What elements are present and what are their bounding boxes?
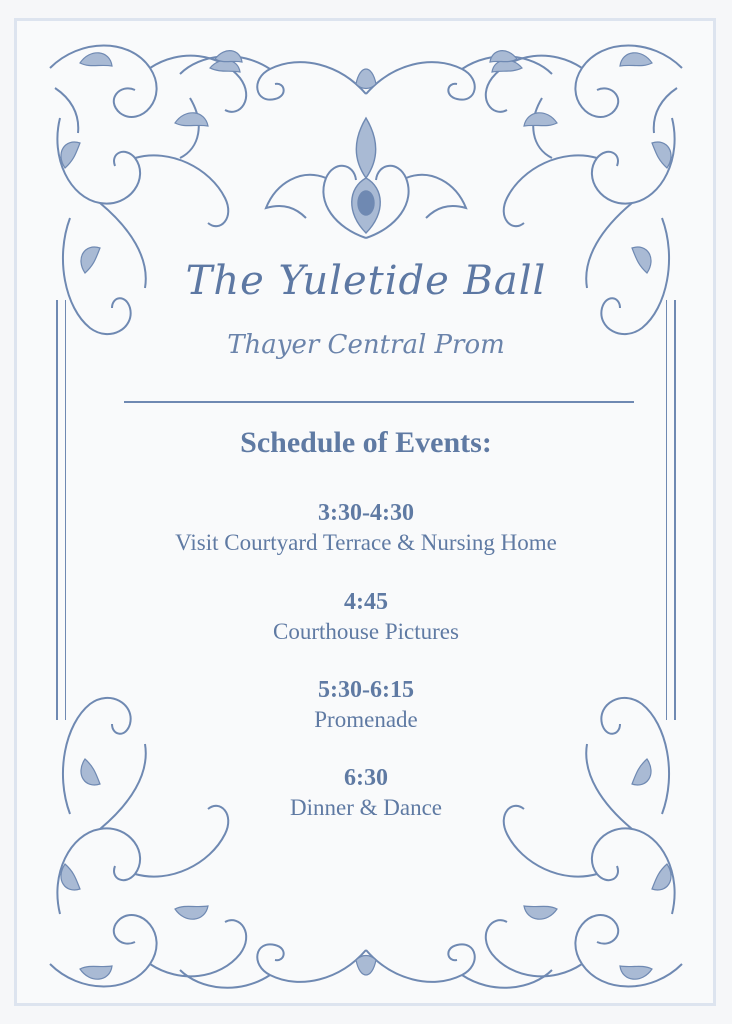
event-time: 4:45 (344, 589, 388, 615)
schedule-item (0, 675, 732, 735)
bottom-scroll-flourish-icon (120, 920, 612, 1010)
schedule-item (0, 498, 732, 558)
event-description: Visit Courtyard Terrace & Nursing Home (175, 530, 557, 555)
divider (124, 401, 634, 403)
fleur-crest-icon (256, 108, 476, 248)
event-time: 5:30-6:15 (318, 677, 414, 703)
schedule-item (0, 587, 732, 647)
event-title: The Yuletide Ball (185, 258, 547, 304)
event-time: 3:30-4:30 (318, 500, 414, 526)
event-description: Promenade (314, 707, 418, 732)
event-description: Courthouse Pictures (273, 619, 459, 644)
schedule-item (0, 763, 732, 823)
schedule-heading: Schedule of Events: (240, 426, 492, 459)
event-description: Dinner & Dance (290, 795, 442, 820)
event-time: 6:30 (344, 765, 388, 791)
event-subtitle: Thayer Central Prom (227, 330, 505, 360)
